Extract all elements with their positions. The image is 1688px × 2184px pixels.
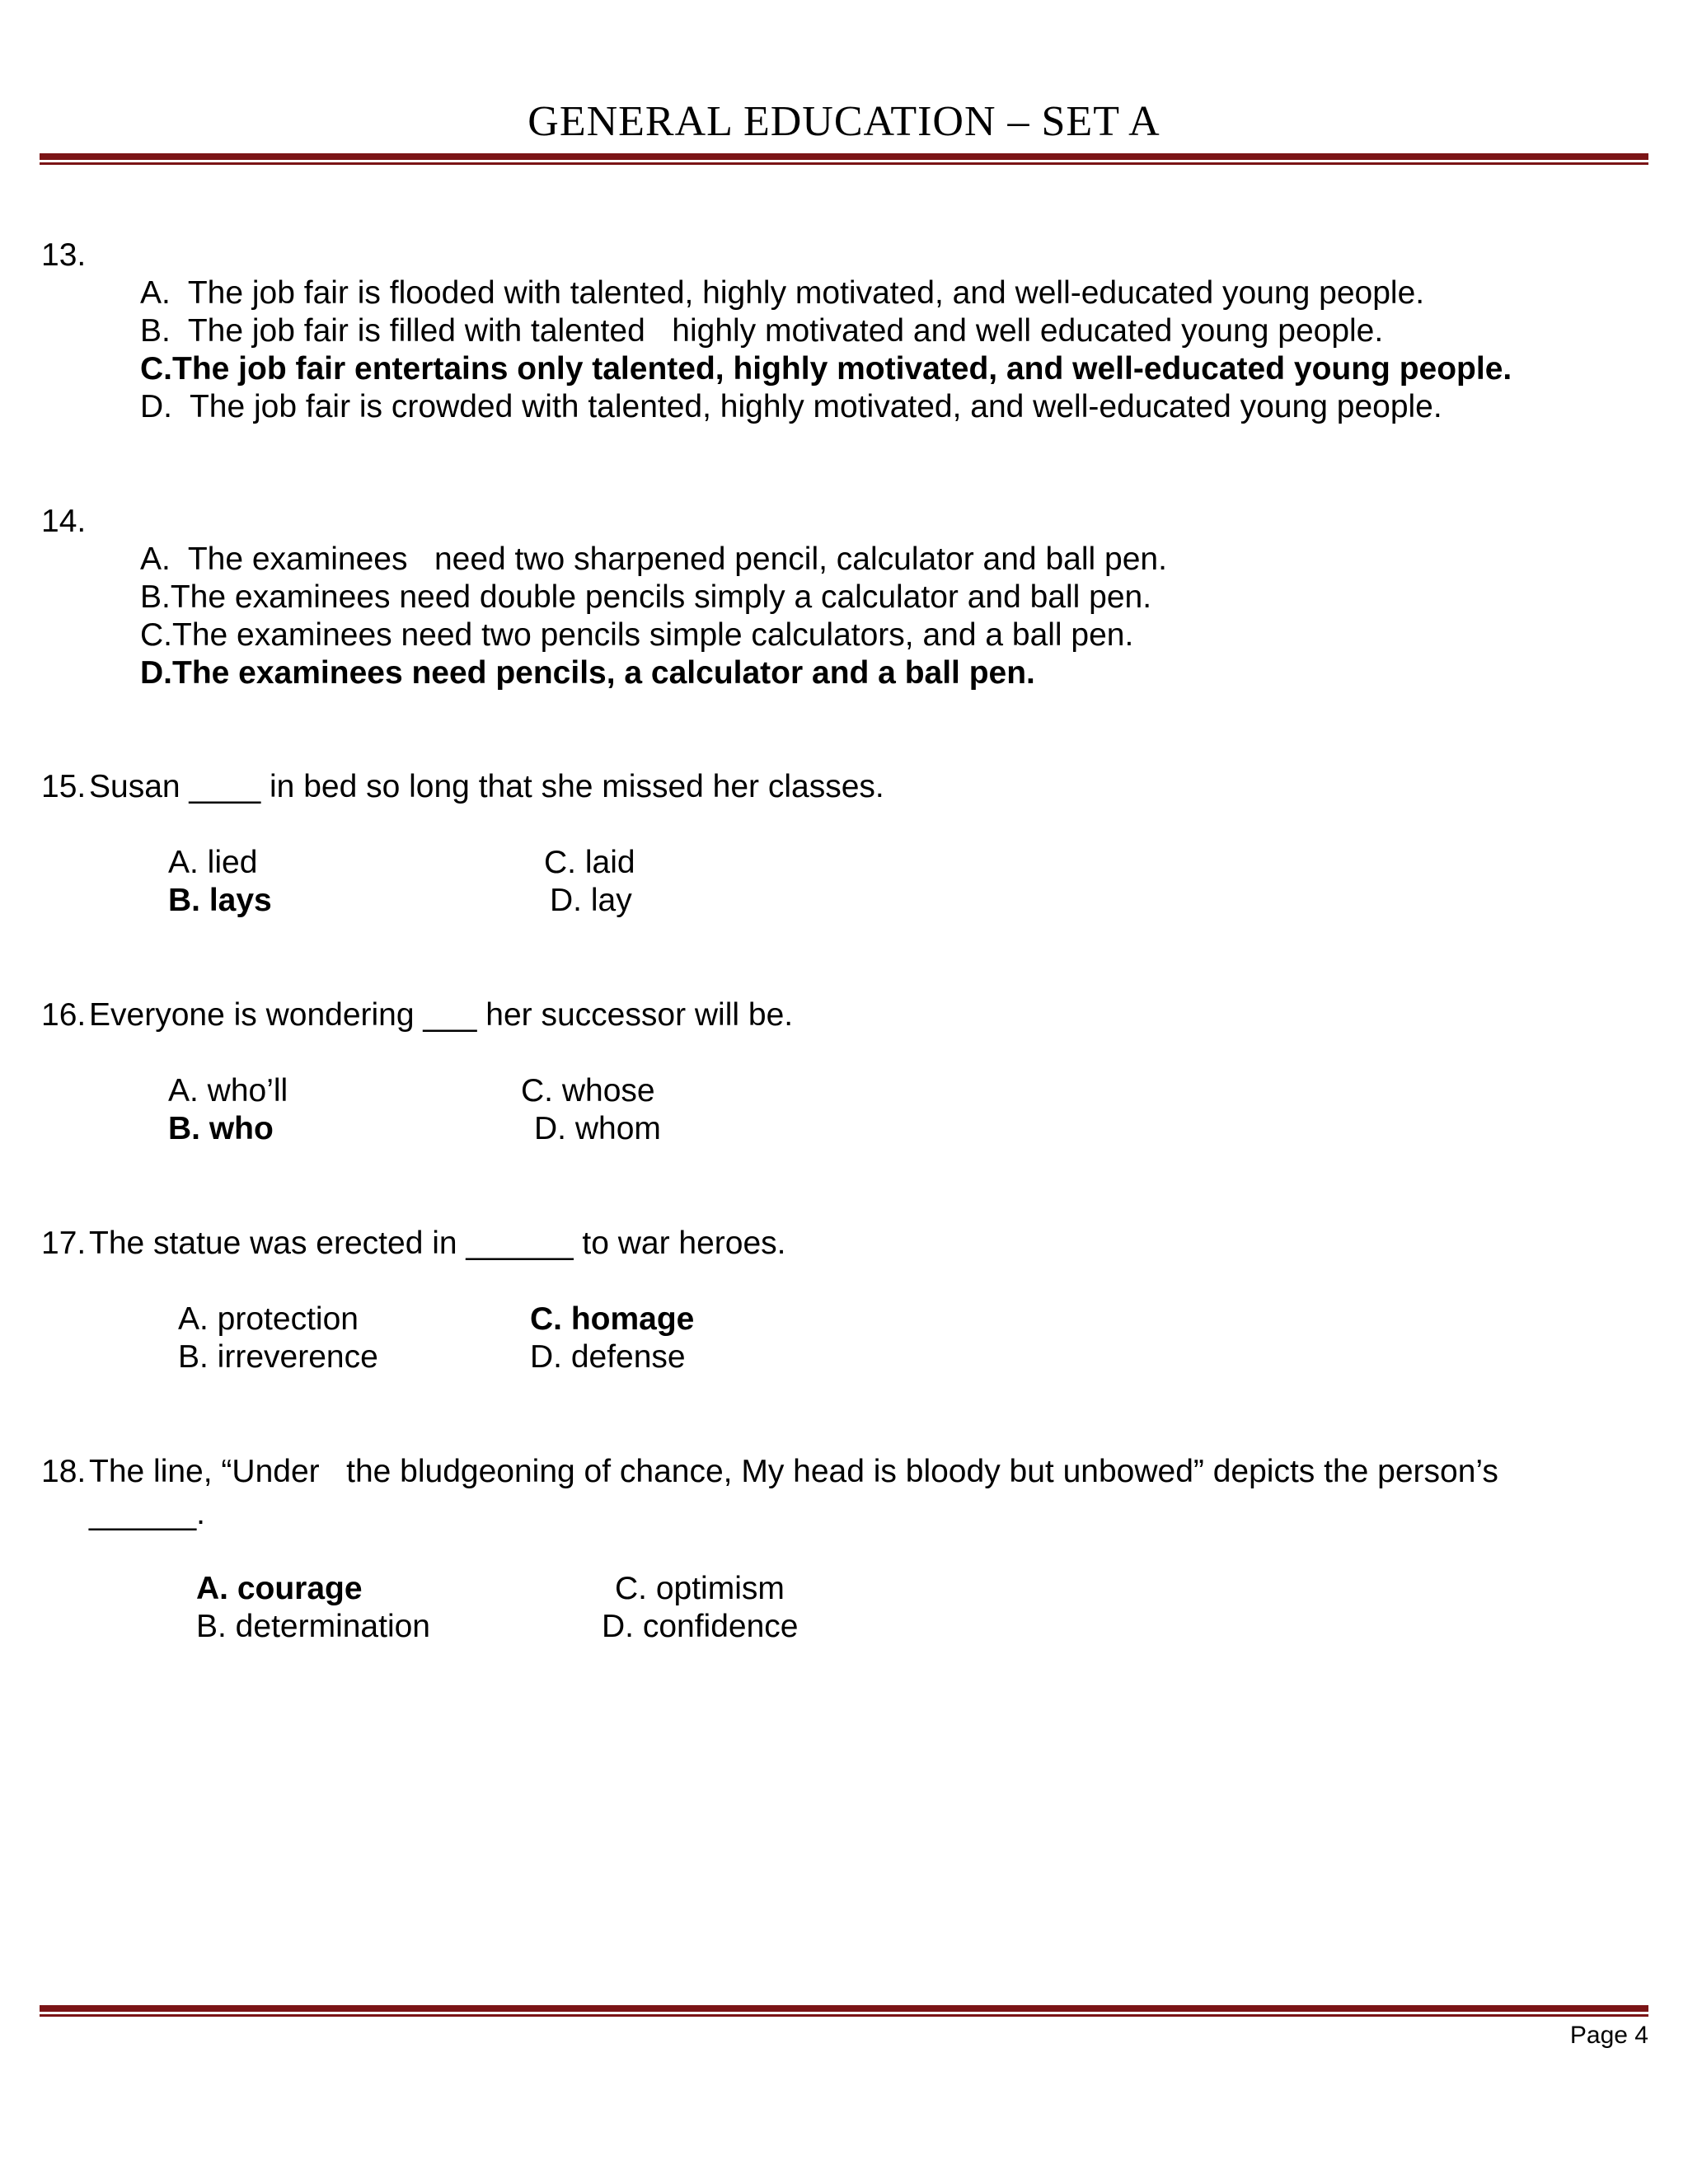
option-a: A. The examinees need two sharpened pencil, calculator and ball pen. [140,541,1167,577]
option-a: A. protection [178,1301,359,1337]
footer-rule-thin [40,2014,1648,2017]
question-stem: The line, “Under the bludgeoning of chance, My head is bloody but unbowed” depicts the person’s [89,1454,1498,1489]
question-stem: Everyone is wondering ___ her successor will be. [89,997,794,1033]
header-rule-thin [40,162,1648,165]
option-d: D. The job fair is crowded with talented, highly motivated, and well-educated young people. [140,389,1442,424]
option-d: D. confidence [602,1609,799,1644]
option-d: D. lay [550,883,632,918]
option-b: B. irreverence [178,1339,378,1375]
question-number: 15. [41,769,87,804]
question-number: 17. [41,1226,87,1261]
option-b-correct: B. who [168,1111,274,1146]
option-b: B. The job fair is filled with talented highly motivated and well educated young people. [140,313,1384,349]
option-d-correct: D.The examinees need pencils, a calculator and a ball pen. [140,655,1035,691]
option-a: A. who’ll [168,1073,288,1108]
footer-rule [40,2005,1648,2012]
option-b: B.The examinees need double pencils simply a calculator and ball pen. [140,579,1152,615]
option-c-correct: C.The job fair entertains only talented, highly motivated, and well-educated young people. [140,351,1512,387]
question-number: 18. [41,1454,87,1489]
option-a-correct: A. courage [196,1571,363,1606]
option-d: D. defense [530,1339,686,1375]
option-d: D. whom [534,1111,661,1146]
option-c: C.The examinees need two pencils simple calculators, and a ball pen. [140,617,1134,653]
page-number: Page 4 [1569,2022,1648,2049]
option-b: B. determination [196,1609,430,1644]
option-c-correct: C. homage [530,1301,695,1337]
option-c: C. laid [544,845,635,880]
question-number: 16. [41,997,87,1033]
question-stem-blank: ______. [89,1496,205,1531]
question-stem: Susan ____ in bed so long that she missed her classes. [89,769,884,804]
option-c: C. optimism [615,1571,785,1606]
question-number: 14. [41,504,87,539]
question-stem: The statue was erected in ______ to war heroes. [89,1226,786,1261]
header-rule [40,153,1648,160]
option-c: C. whose [521,1073,655,1108]
option-a: A. lied [168,845,258,880]
page-title: GENERAL EDUCATION – SET A [528,98,1160,145]
option-a: A. The job fair is flooded with talented, highly motivated, and well-educated young people. [140,275,1425,311]
question-number: 13. [41,237,87,273]
option-b-correct: B. lays [168,883,272,918]
